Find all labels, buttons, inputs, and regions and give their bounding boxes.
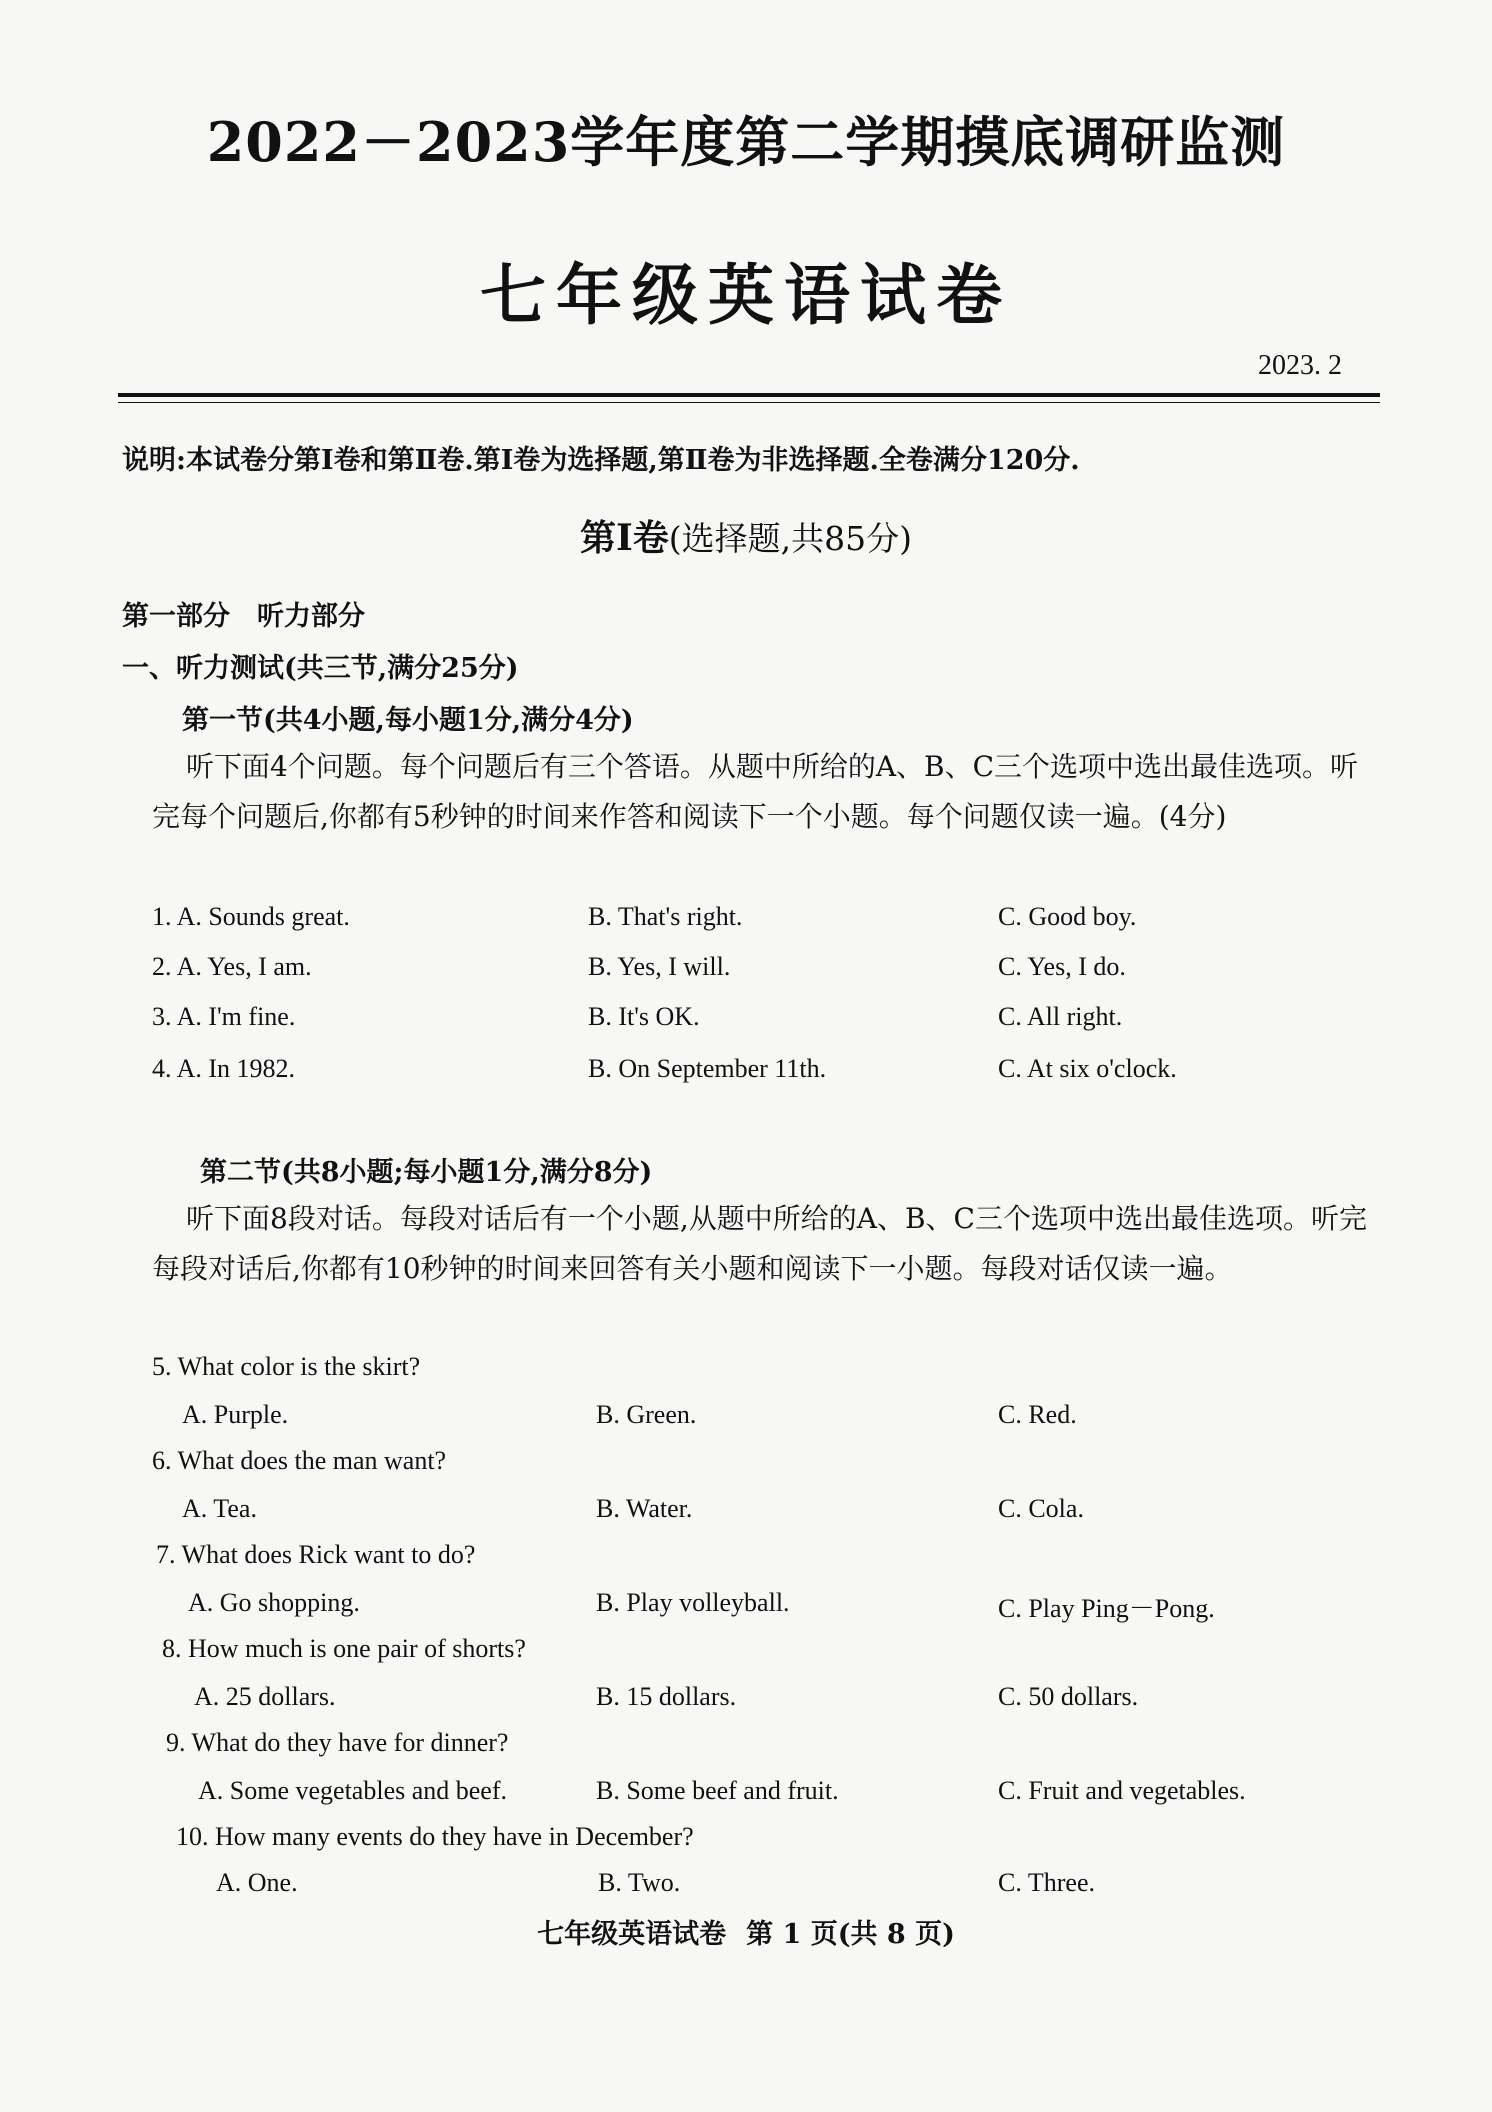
- q6-option-b: B. Water.: [596, 1494, 693, 1523]
- q9-option-b: B. Some beef and fruit.: [596, 1776, 839, 1805]
- q7-option-b: B. Play volleyball.: [596, 1588, 790, 1617]
- q6-stem: 6. What does the man want?: [152, 1446, 447, 1475]
- q8-stem: 8. How much is one pair of shorts?: [162, 1634, 526, 1663]
- q8-option-c: C. 50 dollars.: [998, 1682, 1139, 1711]
- q2-option-a: 2. A. Yes, I am.: [152, 952, 312, 981]
- q1-option-a: 1. A. Sounds great.: [152, 902, 350, 931]
- q10-option-b: B. Two.: [598, 1868, 681, 1897]
- volume-title: [0, 510, 1492, 561]
- q9-stem: 9. What do they have for dinner?: [166, 1728, 509, 1757]
- q6-option-a: A. Tea.: [182, 1494, 257, 1523]
- q2-option-b: B. Yes, I will.: [588, 952, 731, 981]
- q6-option-c: C. Cola.: [998, 1494, 1084, 1523]
- q2-option-c: C. Yes, I do.: [998, 952, 1126, 981]
- q8-option-a: A. 25 dollars.: [194, 1682, 336, 1711]
- part-heading: 第一部分 听力部分: [122, 601, 365, 632]
- q9-option-a: A. Some vegetables and beef.: [198, 1776, 508, 1805]
- exam-title: 2022－2023学年度第二学期摸底调研监测: [206, 110, 1286, 174]
- listening-heading: 一、听力测试(共三节,满分25分): [122, 653, 519, 684]
- footer-page-number: 第 1 页(共 8 页): [746, 1919, 955, 1950]
- q8-option-b: B. 15 dollars.: [596, 1682, 737, 1711]
- volume-name: 第Ⅰ卷: [579, 517, 669, 559]
- q7-option-a: A. Go shopping.: [188, 1588, 360, 1617]
- q3-option-b: B. It's OK.: [588, 1002, 700, 1031]
- header-rule-thick: [118, 393, 1380, 397]
- q10-stem: 10. How many events do they have in December?: [176, 1822, 694, 1851]
- section1-heading: 第一节(共4小题,每小题1分,满分4分): [182, 705, 634, 736]
- q7-stem: 7. What does Rick want to do?: [156, 1540, 476, 1569]
- footer-paper-name: 七年级英语试卷: [537, 1919, 727, 1950]
- q7-option-c: C. Play Ping－Pong.: [998, 1594, 1215, 1623]
- exam-note: 说明:本试卷分第Ⅰ卷和第Ⅱ卷.第Ⅰ卷为选择题,第Ⅱ卷为非选择题.全卷满分120分.: [122, 445, 1080, 476]
- q5-stem: 5. What color is the skirt?: [152, 1352, 421, 1381]
- volume-subtitle: (选择题,共85分): [668, 519, 913, 558]
- q4-option-b: B. On September 11th.: [588, 1054, 827, 1083]
- q10-option-a: A. One.: [216, 1868, 298, 1897]
- q3-option-a: 3. A. I'm fine.: [152, 1002, 296, 1031]
- q10-option-c: C. Three.: [998, 1868, 1095, 1897]
- q9-option-c: C. Fruit and vegetables.: [998, 1776, 1246, 1805]
- q1-option-b: B. That's right.: [588, 902, 743, 931]
- page-footer: [0, 1912, 1492, 1951]
- q4-option-a: 4. A. In 1982.: [152, 1054, 295, 1083]
- q1-option-c: C. Good boy.: [998, 902, 1137, 931]
- q4-option-c: C. At six o'clock.: [998, 1054, 1177, 1083]
- exam-subject-title: 七年级英语试卷: [480, 256, 1012, 334]
- header-rule-thin: [118, 402, 1380, 403]
- section2-heading: 第二节(共8小题;每小题1分,满分8分): [200, 1157, 653, 1188]
- q5-option-c: C. Red.: [998, 1400, 1077, 1429]
- q5-option-b: B. Green.: [596, 1400, 697, 1429]
- q3-option-c: C. All right.: [998, 1002, 1123, 1031]
- section1-instructions: 听下面4个问题。每个问题后有三个答语。从题中所给的A、B、C三个选项中选出最佳选项。听完每个问题后,你都有5秒钟的时间来作答和阅读下一个小题。每个问题仅读一遍。(4分): [152, 750, 1359, 833]
- q5-option-a: A. Purple.: [182, 1400, 289, 1429]
- section2-instructions: 听下面8段对话。每段对话后有一个小题,从题中所给的A、B、C三个选项中选出最佳选项。听完每段对话后,你都有10秒钟的时间来回答有关小题和阅读下一小题。每段对话仅读一遍。: [152, 1202, 1367, 1285]
- exam-date: 2023. 2: [1258, 350, 1342, 381]
